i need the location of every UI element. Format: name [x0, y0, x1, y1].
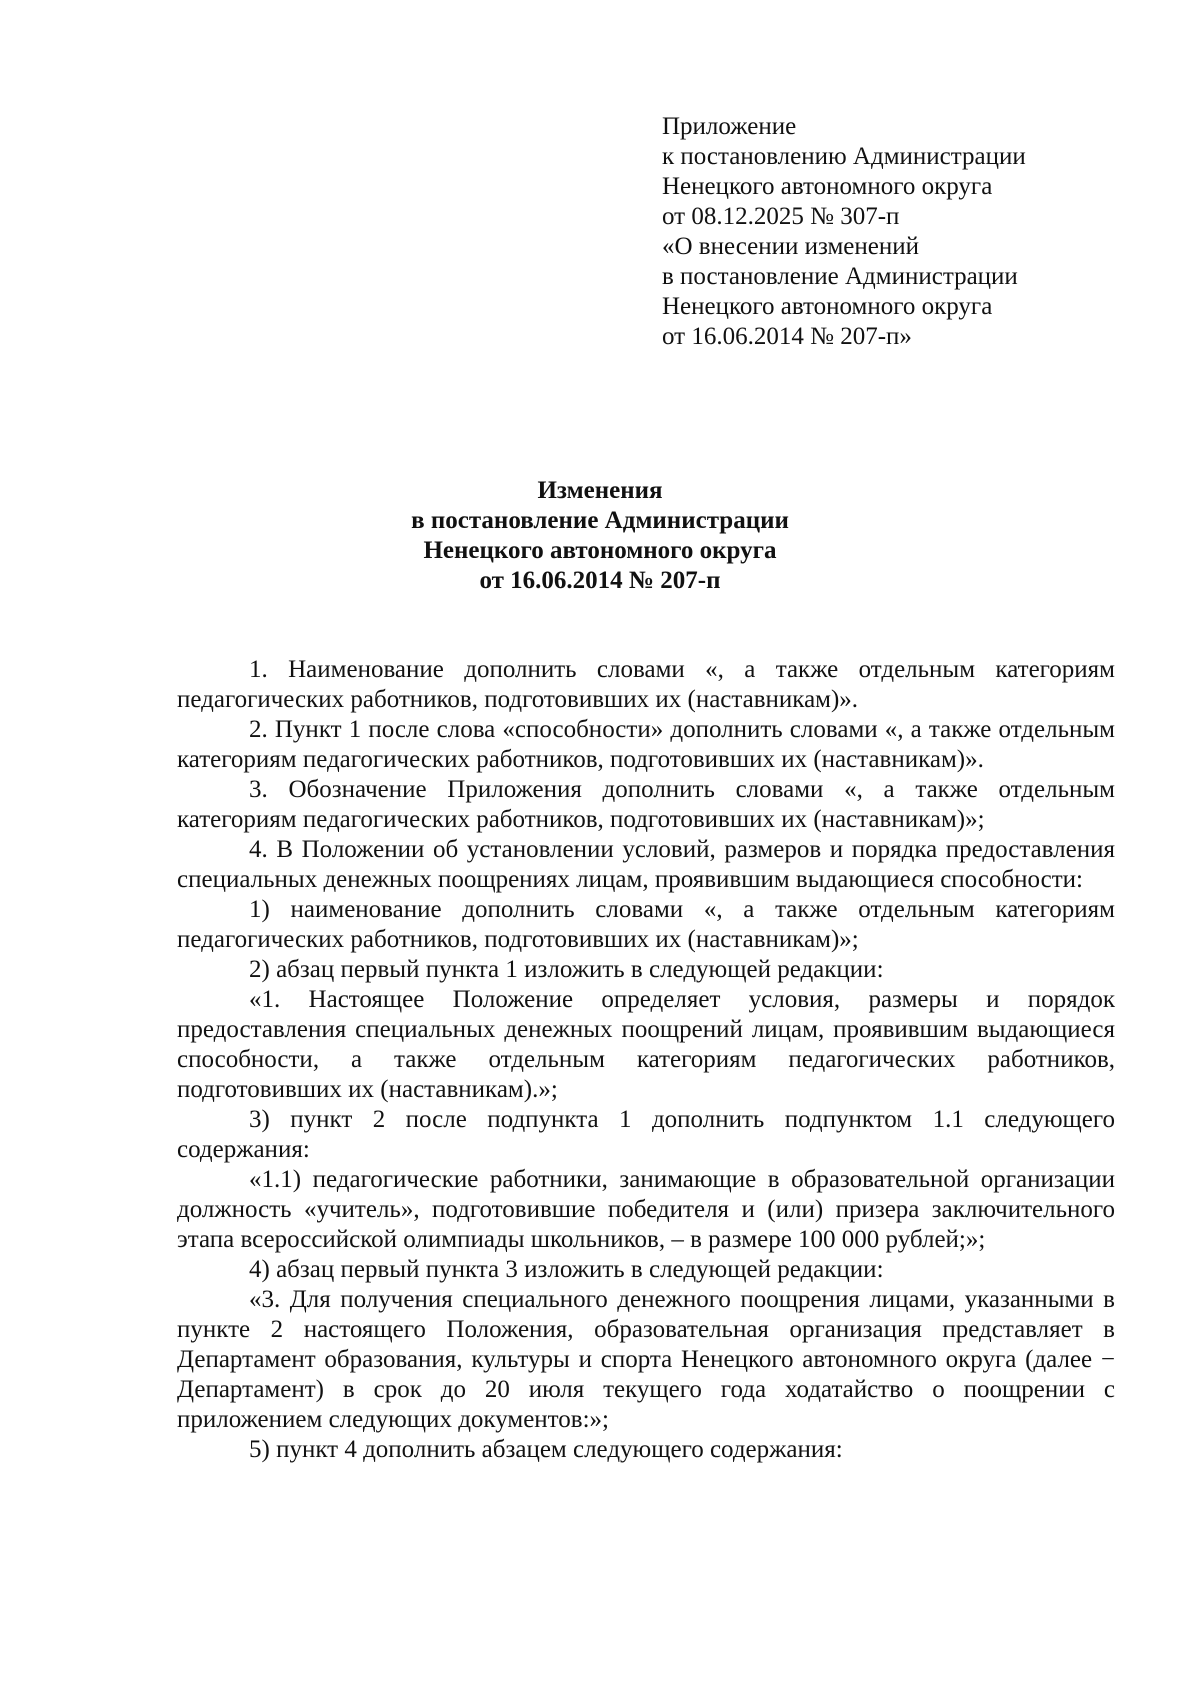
appendix-line: от 08.12.2025 № 307-п	[662, 203, 900, 230]
paragraph: 3) пункт 2 после подпункта 1 дополнить подпунктом 1.1 следующего содержания:	[177, 1106, 1115, 1163]
paragraph: 3. Обозначение Приложения дополнить словами «, а также отдельным категориям педагогических работников, подготовивших их (наставникам)»;	[177, 776, 1115, 833]
heading-line: от 16.06.2014 № 207-п	[479, 567, 721, 594]
appendix-line: «О внесении изменений	[662, 233, 920, 260]
paragraph: «1. Настоящее Положение определяет условия, размеры и порядок предоставления специальных денежных поощрений лицам, проявившим выдающиеся способности, а также отдельным категориям педагогических работников, подготовивших их (наставникам).»;	[177, 986, 1115, 1103]
paragraph: 4. В Положении об установлении условий, размеров и порядка предоставления специальных денежных поощрениях лицам, проявившим выдающиеся способности:	[177, 836, 1115, 893]
appendix-line: от 16.06.2014 № 207-п»	[662, 323, 912, 350]
appendix-line: к постановлению Администрации	[662, 143, 1026, 170]
paragraph: «3. Для получения специального денежного поощрения лицами, указанными в пункте 2 настоящего Положения, образовательная организация представляет в Департамент образования, культуры и спорта Ненецкого автономного округа (далее − Департамент) в срок до 20 июля текущего года ходатайство о поощрении с приложением следующих документов:»;	[177, 1286, 1115, 1433]
paragraph: 2) абзац первый пункта 1 изложить в следующей редакции:	[249, 956, 884, 983]
paragraph: 5) пункт 4 дополнить абзацем следующего содержания:	[249, 1436, 843, 1463]
document-heading	[0, 476, 1200, 596]
appendix-line: в постановление Администрации	[662, 263, 1018, 290]
appendix-line: Ненецкого автономного округа	[662, 173, 993, 200]
heading-line: Ненецкого автономного округа	[423, 537, 777, 564]
heading-line: в постановление Администрации	[411, 507, 789, 534]
document-body	[177, 655, 1115, 1465]
paragraph: 2. Пункт 1 после слова «способности» дополнить словами «, а также отдельным категориям педагогических работников, подготовивших их (наставникам)».	[177, 716, 1115, 773]
paragraph: 1. Наименование дополнить словами «, а также отдельным категориям педагогических работников, подготовивших их (наставникам)».	[177, 656, 1115, 713]
paragraph: «1.1) педагогические работники, занимающие в образовательной организации должность «учитель», подготовившие победителя и (или) призера заключительного этапа всероссийской олимпиады школьников, – в размере 100 000 рублей;»;	[177, 1166, 1115, 1253]
appendix-block	[662, 112, 1026, 352]
paragraph: 1) наименование дополнить словами «, а также отдельным категориям педагогических работников, подготовивших их (наставникам)»;	[177, 896, 1115, 953]
appendix-line: Ненецкого автономного округа	[662, 293, 993, 320]
appendix-line: Приложение	[662, 113, 797, 140]
heading-line: Изменения	[537, 477, 663, 504]
paragraph: 4) абзац первый пункта 3 изложить в следующей редакции:	[249, 1256, 884, 1283]
